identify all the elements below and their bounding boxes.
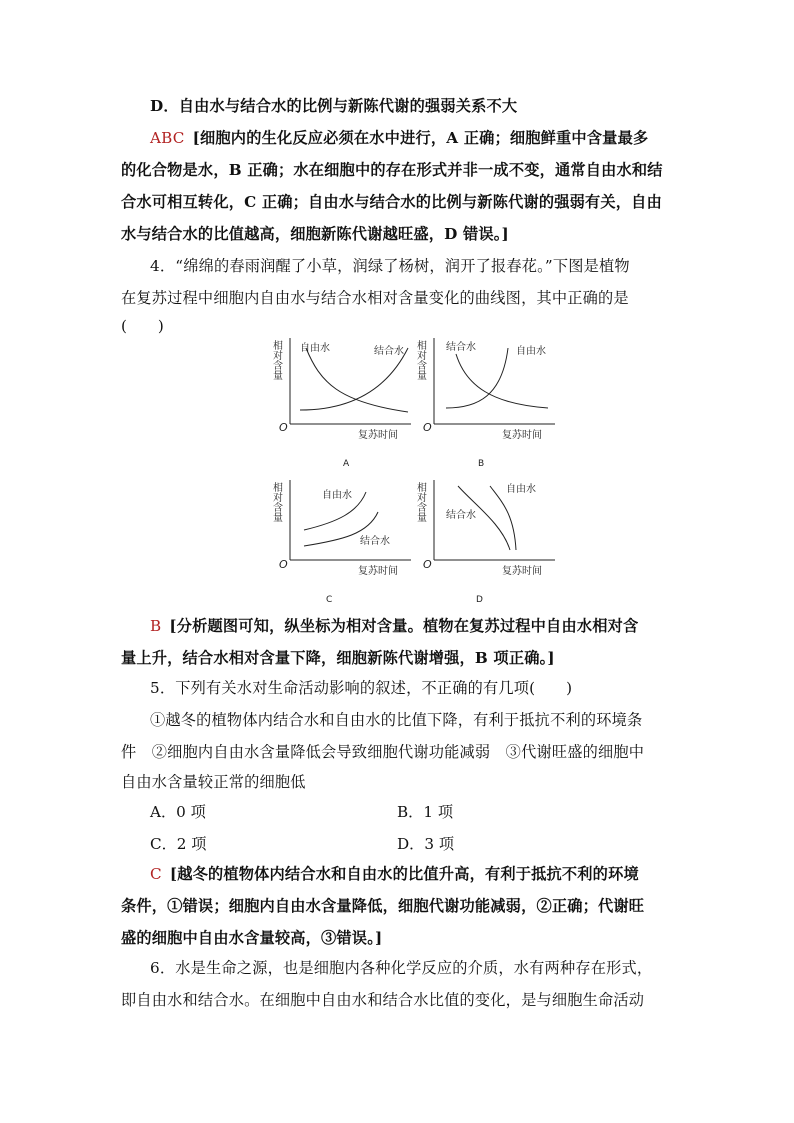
graph-d-caption: D bbox=[476, 595, 483, 605]
graph-d-x-label: 复苏时间 bbox=[502, 566, 542, 577]
graph-b-y-label: 相对含量 bbox=[414, 340, 426, 380]
graph-b-x-label: 复苏时间 bbox=[502, 430, 542, 441]
q5-answer-line-3: 盛的细胞中自由水含量较高，③错误。] bbox=[121, 929, 383, 947]
q6-stem-line-2: 即自由水和结合水。在细胞中自由水和结合水比值的变化，是与细胞生命活动 bbox=[121, 991, 645, 1009]
q4-stem-line-3: ( ) bbox=[121, 317, 165, 335]
graph-a-y-label: 相对含量 bbox=[270, 340, 282, 380]
graph-c-bound-label: 结合水 bbox=[360, 536, 390, 547]
graph-a-free-label: 自由水 bbox=[300, 343, 330, 354]
graph-d-y-label: 相对含量 bbox=[414, 482, 426, 522]
q5-option-b: B．1 项 bbox=[397, 803, 454, 821]
q5-stem-line-1: 5．下列有关水对生命活动影响的叙述，不正确的有几项( ) bbox=[150, 679, 573, 697]
graph-d-free-water-curve bbox=[490, 486, 516, 550]
q4-stem-line-1: 4．“绵绵的春雨润醒了小草，润绿了杨树，润开了报春花。”下图是植物 bbox=[150, 257, 630, 275]
graph-b-free-water-curve bbox=[446, 348, 508, 408]
q5-answer-letter: C bbox=[150, 865, 162, 883]
q4-answer-text: [分析题图可知，纵坐标为相对含量。植物在复苏过程中自由水相对含 bbox=[169, 617, 639, 635]
q5-option-c: C．2 项 bbox=[150, 835, 207, 853]
graph-b bbox=[412, 336, 562, 471]
q5-stem-line-2: ①越冬的植物体内结合水和自由水的比值下降，有利于抵抗不利的环境条 bbox=[150, 711, 643, 729]
graph-d-bound-label: 结合水 bbox=[446, 510, 476, 521]
q5-answer-text: [越冬的植物体内结合水和自由水的比值升高，有利于抵抗不利的环境 bbox=[169, 865, 639, 883]
graph-d-free-label: 自由水 bbox=[506, 484, 536, 495]
q5-stem-line-3: 件 ②细胞内自由水含量降低会导致细胞代谢功能减弱 ③代谢旺盛的细胞中 bbox=[121, 743, 645, 761]
q5-option-a: A．0 项 bbox=[150, 803, 206, 821]
graph-a-caption: A bbox=[343, 459, 350, 469]
q4-answer-line-1 bbox=[150, 616, 706, 636]
graph-c-free-label: 自由水 bbox=[322, 490, 352, 501]
graph-d-origin: O bbox=[423, 558, 432, 571]
graph-a-x-label: 复苏时间 bbox=[358, 430, 398, 441]
graph-c-origin: O bbox=[279, 558, 288, 571]
graph-c-x-label: 复苏时间 bbox=[358, 566, 398, 577]
q5-answer-line-2: 条件，①错误；细胞内自由水含量降低，细胞代谢功能减弱，②正确；代谢旺 bbox=[121, 897, 645, 915]
graph-b-bound-water-curve bbox=[456, 354, 548, 408]
q5-answer-line-1 bbox=[150, 864, 706, 884]
graph-b-origin: O bbox=[423, 421, 432, 434]
q5-option-d: D．3 项 bbox=[397, 835, 455, 853]
q3-answer-line-4: 水与结合水的比值越高，细胞新陈代谢越旺盛，D 错误。] bbox=[121, 225, 509, 243]
q4-answer-line-2: 量上升，结合水相对含量下降，细胞新陈代谢增强，B 项正确。] bbox=[121, 649, 555, 667]
graph-c-caption: C bbox=[326, 595, 333, 605]
q3-answer-text: [细胞内的生化反应必须在水中进行，A 正确；细胞鲜重中含量最多 bbox=[192, 129, 649, 147]
q3-answer-letter: ABC bbox=[150, 129, 185, 147]
graph-a-bound-label: 结合水 bbox=[374, 346, 404, 357]
graph-c bbox=[268, 478, 418, 608]
q3-option-d: D．自由水与结合水的比例与新陈代谢的强弱关系不大 bbox=[150, 97, 518, 115]
q3-answer-line-1 bbox=[150, 128, 706, 148]
graph-b-bound-label: 结合水 bbox=[446, 342, 476, 353]
graph-a-bound-water-curve bbox=[300, 348, 408, 410]
graph-d bbox=[412, 478, 562, 608]
q4-stem-line-2: 在复苏过程中细胞内自由水与结合水相对含量变化的曲线图，其中正确的是 bbox=[121, 289, 629, 307]
q6-stem-line-1: 6．水是生命之源，也是细胞内各种化学反应的介质，水有两种存在形式， bbox=[150, 959, 653, 977]
q5-stem-line-4: 自由水含量较正常的细胞低 bbox=[121, 773, 306, 791]
graph-a bbox=[268, 336, 418, 471]
graph-b-free-label: 自由水 bbox=[516, 346, 546, 357]
graph-a-origin: O bbox=[279, 421, 288, 434]
graph-b-caption: B bbox=[478, 459, 485, 469]
q4-answer-letter: B bbox=[150, 617, 162, 635]
graph-a-free-water-curve bbox=[306, 348, 408, 412]
q3-answer-line-3: 合水可相互转化，C 正确；自由水与结合水的比例与新陈代谢的强弱有关，自由 bbox=[121, 193, 662, 211]
graph-c-y-label: 相对含量 bbox=[270, 482, 282, 522]
q3-answer-line-2: 的化合物是水，B 正确；水在细胞中的存在形式并非一成不变，通常自由水和结 bbox=[121, 161, 663, 179]
